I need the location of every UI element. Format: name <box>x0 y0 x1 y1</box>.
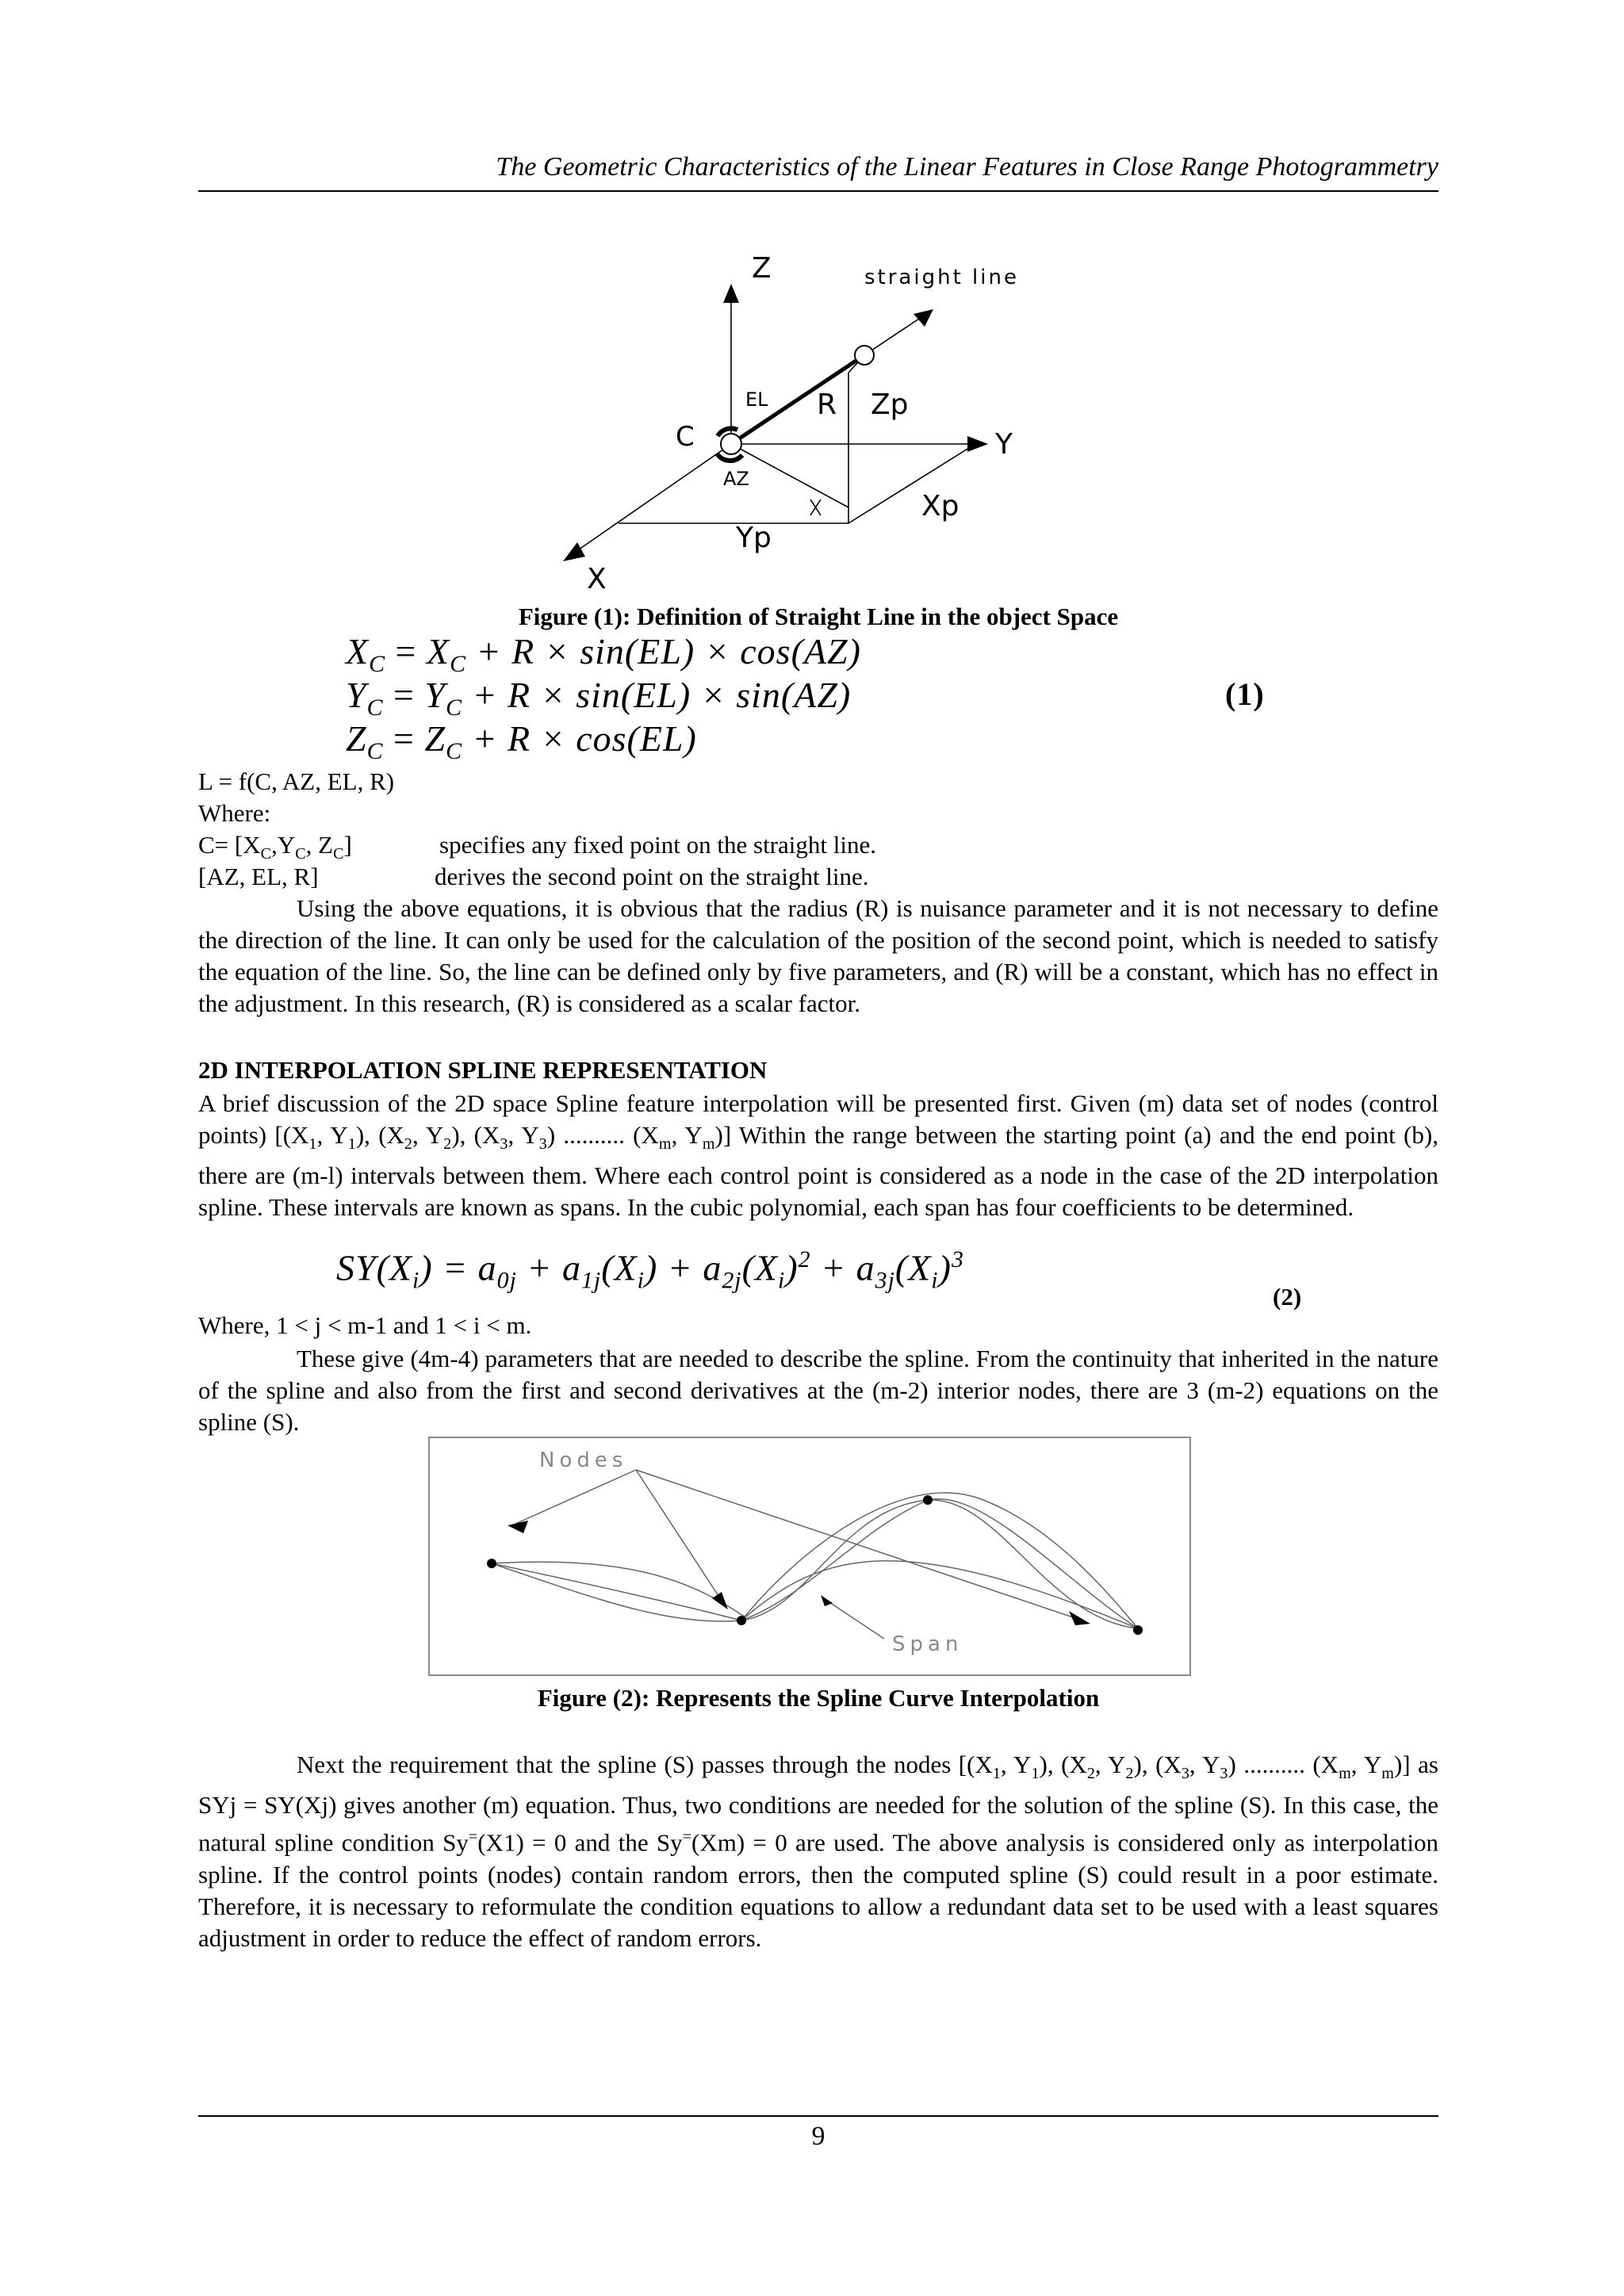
equation-1-line-2: $Y_C = Y_C + R \times \sin(EL) \times \sin(AZ)$ <box>346 675 852 721</box>
node-1 <box>487 1559 496 1568</box>
figure-2-caption: Figure (2): Represents the Spline Curve Interpolation <box>537 1684 1100 1712</box>
y-arrow-icon <box>967 436 988 452</box>
x-axis <box>571 444 731 555</box>
az-definition-desc: derives the second point on the straight line. <box>435 863 869 890</box>
label-nodes: Nodes <box>539 1448 628 1472</box>
equation-1-line-3: $Z_C = Z_C + R \times \cos(EL)$ <box>346 718 697 765</box>
paragraph-natural-spline: Next the requirement that the spline (S) passes through the nodes [($X_1$, $Y_1$), ($X_2$, $Y_2$), ($X_3$, $Y_3$) .......... ($X_m$, $Y_m$)] as SYj = SY(Xj) gives another (m) equation. Thus, two conditions are needed for the solution of the spline (S). In this case, the natural spline condition Sy=(X1) = 0 and the Sy=(Xm) = 0 are used. The above analysis is considered only as interpolation spline. If the control points (nodes) contain random errors, then the computed spline (S) could result in a poor estimate. Therefore, it is necessary to reformulate the condition equations to allow a redundant data set to be used with a least squares adjustment in order to reduce the effect of random errors. <box>198 1751 1438 1952</box>
running-header: The Geometric Characteristics of the Linear Features in Close Range Photogrammetry <box>496 152 1438 182</box>
l-definition: L = f(C, AZ, EL, R) <box>198 767 395 795</box>
label-az: AZ <box>723 468 749 490</box>
figure-2-diagram <box>428 1437 1191 1676</box>
footer-rule <box>198 2115 1438 2117</box>
equation-2-number: (2) <box>1273 1283 1302 1311</box>
label-r: R <box>817 388 837 421</box>
point-second <box>855 346 874 365</box>
header-rule <box>198 190 1438 192</box>
section-heading: 2D INTERPOLATION SPLINE REPRESENTATION <box>198 1056 768 1084</box>
x-arrow-icon <box>563 542 585 561</box>
figure-2-frame <box>429 1437 1190 1675</box>
equation-1-line-1: $X_C = X_C + R \times \sin(EL) \times \cos(AZ)$ <box>346 631 861 678</box>
label-zp: Zp <box>871 388 909 421</box>
c-definition-desc: specifies any fixed point on the straight line. <box>439 831 876 859</box>
equation-2: $SY(X_i) = a_{0j} + a_{1j}(X_i) + a_{2j}(X_i)^2 + a_{3j}(X_i)^3$ <box>336 1246 964 1294</box>
figure-1-diagram <box>547 246 1118 595</box>
z-arrow-icon <box>723 284 739 303</box>
paragraph-parameters: These give (4m-4) parameters that are needed to describe the spline. From the continuity that inherited in the nature of the spline and also from the first and second derivatives at the (m-2) interior nodes, there are 3 (m-2) equations on the spline (S). <box>198 1345 1438 1436</box>
label-xp: Xp <box>921 490 959 522</box>
label-c: C <box>676 421 695 453</box>
node-4 <box>1133 1625 1143 1635</box>
paragraph-radius: Using the above equations, it is obvious that the radius (R) is nuisance parameter and it is not necessary to define the direction of the line. It can only be used for the calculation of the position of the second point, which is needed to satisfy the equation of the line. So, the line can be defined only by five parameters, and (R) will be a constant, which has no effect in the adjustment. In this research, (R) is considered as a scalar factor. <box>198 894 1438 1017</box>
where-constraints: Where, 1 < j < m-1 and 1 < i < m. <box>198 1311 532 1339</box>
point-c <box>721 434 741 454</box>
label-straight-line: straight line <box>864 266 1019 289</box>
line-arrow-icon <box>914 309 933 327</box>
where-label: Where: <box>198 799 271 827</box>
label-yp: Yp <box>736 522 772 554</box>
az-definition-term: [AZ, EL, R] <box>198 863 319 890</box>
figure-1-caption: Figure (1): Definition of Straight Line in the object Space <box>518 603 1119 630</box>
c-definition-term: $C= [X_C,Y_C$, $Z_C$] <box>198 831 352 863</box>
paragraph-spline-intro: A brief discussion of the 2D space Spline feature interpolation will be presented first. Given (m) data set of nodes (control points) [($X_1$, $Y_1$), ($X_2$, $Y_2$), ($X_3$, $Y_3$) .......... ($X_m$, $Y_m$)] Within the range between the starting point (a) and the end point (b), there are (m-l) intervals between them. Where each control point is considered as a node in the case of the 2D interpolation spline. These intervals are known as spans. In the cubic polynomial, each span has four coefficients to be determined. <box>198 1089 1438 1222</box>
label-z: Z <box>752 252 772 285</box>
node-3 <box>923 1495 933 1505</box>
label-x: X <box>587 563 607 595</box>
label-y: Y <box>995 428 1013 461</box>
node-2 <box>737 1616 746 1625</box>
equation-1-number: (1) <box>1225 676 1265 712</box>
label-span: Span <box>892 1632 963 1656</box>
page-number: 9 <box>811 2122 825 2151</box>
label-el: EL <box>745 388 768 411</box>
